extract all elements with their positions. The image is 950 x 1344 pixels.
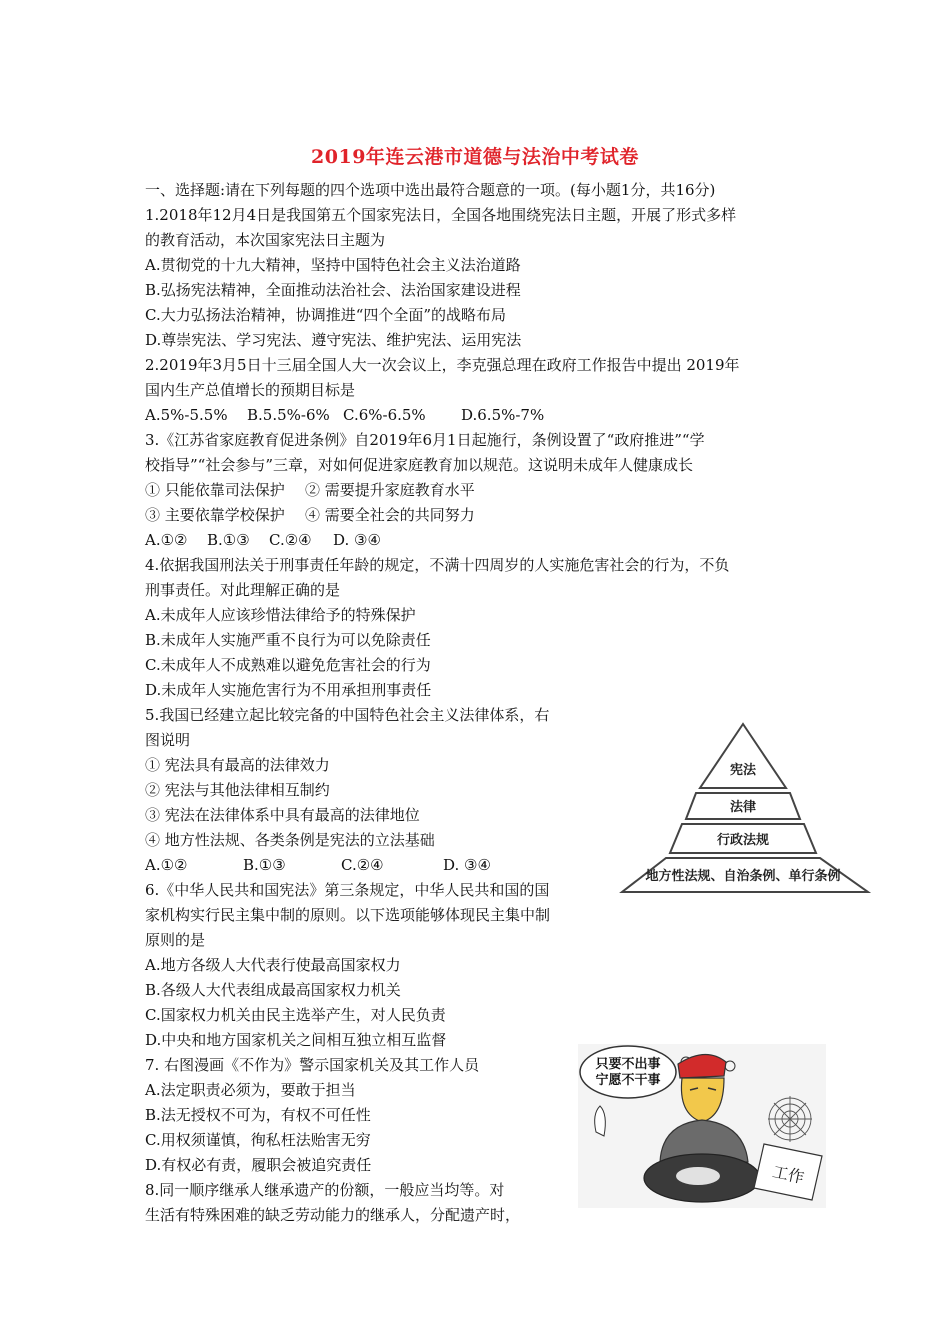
pyramid-level-2-label: 法律 [729, 800, 757, 815]
inaction-cartoon [578, 1044, 826, 1208]
q2-options [145, 405, 544, 425]
q3-option-c: C.②④ [269, 531, 312, 549]
q6-stem-line-3: 原则的是 [145, 931, 206, 949]
q6-option-b: B.各级人大代表组成最高国家权力机关 [145, 981, 401, 999]
q5-item-4: ④ 地方性法规、各类条例是宪法的立法基础 [145, 831, 435, 849]
q7-option-b: B.法无授权不可为，有权不可任性 [145, 1106, 371, 1124]
q1-option-c: C.大力弘扬法治精神，协调推进“四个全面”的战略布局 [145, 306, 507, 324]
q3-item-4: ④ 需要全社会的共同努力 [305, 506, 475, 524]
q6-stem-line-1: 6.《中华人民共和国宪法》第三条规定，中华人民共和国的国 [145, 881, 550, 899]
q7-option-a: A.法定职责必须为，要敢于担当 [145, 1081, 356, 1099]
pyramid-level-1-label: 宪法 [729, 763, 757, 778]
q4-stem-line-1: 4.依据我国刑法关于刑事责任年龄的规定，不满十四周岁的人实施危害社会的行为，不负 [145, 556, 730, 574]
q5-option-a: A.①② [145, 856, 188, 874]
q2-stem-line-1: 2.2019年3月5日十三届全国人大一次会议上，李克强总理在政府工作报告中提出 2019年 [145, 356, 740, 374]
q5-option-c: C.②④ [341, 856, 384, 874]
section-header: 一、选择题:请在下列每题的四个选项中选出最符合题意的一项。(每小题1分，共16分) [145, 181, 716, 199]
q3-items-row-1 [145, 480, 475, 500]
q6-option-c: C.国家权力机关由民主选举产生，对人民负责 [145, 1006, 446, 1024]
q6-option-a: A.地方各级人大代表行使最高国家权力 [145, 956, 401, 974]
page-title: 2019年连云港市道德与法治中考试卷 [311, 146, 639, 168]
q3-stem-line-2: 校指导”“社会参与”三章，对如何促进家庭教育加以规范。这说明未成年人健康成长 [145, 456, 694, 474]
q2-option-d: D.6.5%-7% [461, 406, 545, 424]
q4-option-a: A.未成年人应该珍惜法律给予的特殊保护 [145, 606, 416, 624]
q3-option-b: B.①③ [207, 531, 250, 549]
q5-options [145, 855, 491, 875]
q1-option-b: B.弘扬宪法精神，全面推动法治社会、法治国家建设进程 [145, 281, 521, 299]
q5-stem-line-1: 5.我国已经建立起比较完备的中国特色社会主义法律体系，右 [145, 706, 550, 724]
q5-item-3: ③ 宪法在法律体系中具有最高的法律地位 [145, 806, 420, 824]
q3-options [145, 530, 381, 550]
q1-option-a: A.贯彻党的十九大精神，坚持中国特色社会主义法治道路 [145, 256, 521, 274]
speech-bubble [580, 1046, 676, 1098]
q6-stem-line-2: 家机构实行民主集中制的原则。以下选项能够体现民主集中制 [145, 906, 551, 924]
q8-stem-line-1: 8.同一顺序继承人继承遗产的份额，一般应当均等。对 [145, 1181, 505, 1199]
pyramid-level-3-label: 行政法规 [716, 833, 770, 848]
pyramid-level-1-shape [700, 724, 786, 788]
q3-option-a: A.①② [145, 531, 188, 549]
q8-stem-line-2: 生活有特殊困难的缺乏劳动能力的继承人，分配遗产时， [145, 1206, 521, 1224]
q3-item-1: ① 只能依靠司法保护 [145, 481, 285, 499]
q3-item-3: ③ 主要依靠学校保护 [145, 506, 285, 524]
q2-stem-line-2: 国内生产总值增长的预期目标是 [145, 381, 356, 399]
cushion-highlight [676, 1167, 720, 1185]
q5-option-d: D. ③④ [443, 856, 491, 874]
q2-option-b: B.5.5%-6% [247, 406, 330, 424]
q3-item-2: ② 需要提升家庭教育水平 [305, 481, 475, 499]
q1-option-d: D.尊崇宪法、学习宪法、遵守宪法、维护宪法、运用宪法 [145, 331, 522, 349]
q5-item-1: ① 宪法具有最高的法律效力 [145, 756, 330, 774]
q4-option-b: B.未成年人实施严重不良行为可以免除责任 [145, 631, 431, 649]
q4-stem-line-2: 刑事责任。对此理解正确的是 [145, 581, 341, 599]
bubble-text-line-2: 宁愿不干事 [595, 1073, 661, 1088]
q5-item-2: ② 宪法与其他法律相互制约 [145, 781, 330, 799]
q5-option-b: B.①③ [243, 856, 286, 874]
q7-option-c: C.用权须谨慎，徇私枉法贻害无穷 [145, 1131, 371, 1149]
q1-stem-line-1: 1.2018年12月4日是我国第五个国家宪法日，全国各地围绕宪法日主题，开展了形式多样 [145, 206, 737, 224]
q5-stem-line-2: 图说明 [145, 731, 191, 749]
q2-option-c: C.6%-6.5% [343, 406, 426, 424]
bubble-text-line-1: 只要不出事 [595, 1057, 661, 1072]
q7-option-d: D.有权必有责，履职会被追究责任 [145, 1156, 372, 1174]
q4-option-c: C.未成年人不成熟难以避免危害社会的行为 [145, 656, 431, 674]
q6-option-d: D.中央和地方国家机关之间相互独立相互监督 [145, 1031, 447, 1049]
q2-option-a: A.5%-5.5% [145, 406, 228, 424]
pyramid-level-4-label: 地方性法规、自治条例、单行条例 [645, 869, 841, 884]
legal-system-pyramid [618, 716, 878, 900]
q1-stem-line-2: 的教育活动，本次国家宪法日主题为 [145, 231, 386, 249]
q7-stem-line-1: 7. 右图漫画《不作为》警示国家机关及其工作人员 [145, 1056, 480, 1074]
q4-option-d: D.未成年人实施危害行为不用承担刑事责任 [145, 681, 432, 699]
q3-option-d: D. ③④ [333, 531, 381, 549]
work-paper-text: 工作 [770, 1161, 806, 1188]
q3-items-row-2 [145, 505, 475, 525]
q3-stem-line-1: 3.《江苏省家庭教育促进条例》自2019年6月1日起施行，条例设置了“政府推进”“学 [145, 431, 705, 449]
